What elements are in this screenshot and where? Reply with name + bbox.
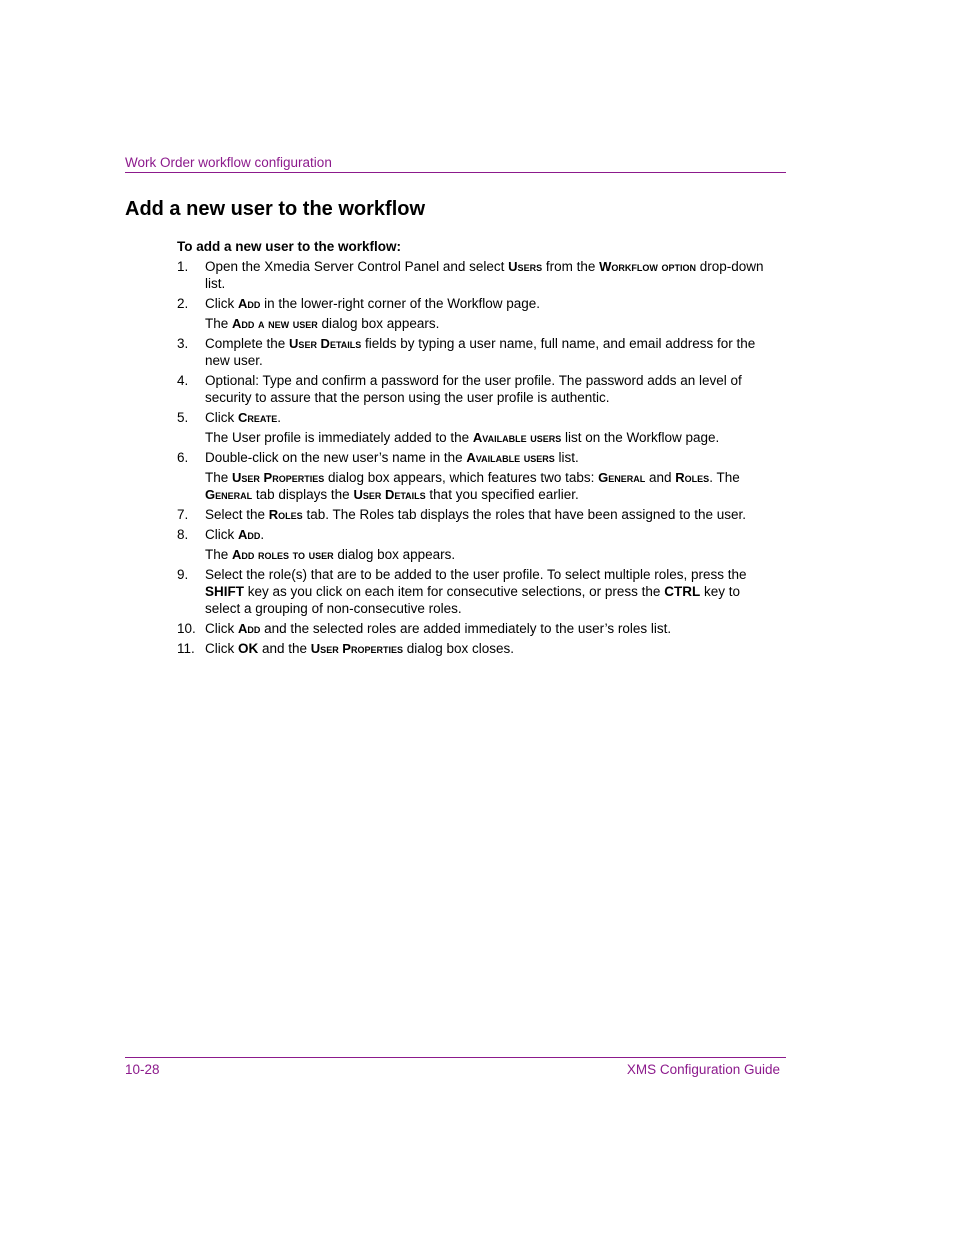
step-7 <box>177 506 777 523</box>
running-header: Work Order workflow configuration <box>125 154 786 173</box>
step-result: The User Properties dialog box appears, which features two tabs: General and Roles. The General tab displays the User Details that you specified earlier. <box>205 470 740 502</box>
step-result: The User profile is immediately added to the Available users list on the Workflow page. <box>205 430 720 445</box>
step-result: The Add a new user dialog box appears. <box>205 316 440 331</box>
step-text: Click OK and the User Properties dialog box closes. <box>205 641 515 656</box>
step-number: 8. <box>177 527 189 542</box>
steps-list <box>177 258 777 660</box>
step-5 <box>177 409 777 446</box>
step-number: 3. <box>177 336 189 351</box>
step-11 <box>177 640 777 657</box>
step-text: Complete the User Details fields by typing a user name, full name, and email address for the new user. <box>205 336 756 368</box>
step-3 <box>177 335 777 369</box>
procedure-heading: To add a new user to the workflow: <box>177 239 402 254</box>
step-text: Open the Xmedia Server Control Panel and select Users from the Workflow option drop-down list. <box>205 259 764 291</box>
step-1 <box>177 258 777 292</box>
step-number: 1. <box>177 259 189 274</box>
step-text: Click Add and the selected roles are added immediately to the user’s roles list. <box>205 621 672 636</box>
step-text: Select the Roles tab. The Roles tab displays the roles that have been assigned to the user. <box>205 507 746 522</box>
step-number: 7. <box>177 507 189 522</box>
step-9 <box>177 566 777 617</box>
step-number: 9. <box>177 567 189 582</box>
step-text: Optional: Type and confirm a password for the user profile. The password adds an level of security to assure that the person using the user profile is authentic. <box>205 373 742 405</box>
page-number: 10-28 <box>125 1062 160 1077</box>
step-8 <box>177 526 777 563</box>
step-text: Click Add. <box>205 527 265 542</box>
step-number: 4. <box>177 373 189 388</box>
step-number: 2. <box>177 296 189 311</box>
running-footer <box>125 1057 786 1077</box>
guide-title: XMS Configuration Guide <box>626 1062 780 1077</box>
step-4 <box>177 372 777 406</box>
step-number: 5. <box>177 410 189 425</box>
step-6 <box>177 449 777 503</box>
step-number: 11. <box>177 641 195 656</box>
step-text: Select the role(s) that are to be added to the user profile. To select multiple roles, press the SHIFT key as you click on each item for consecutive selections, or press the CTRL key to select a grouping of non-consecutive roles. <box>205 567 747 616</box>
step-number: 6. <box>177 450 189 465</box>
step-text: Click Add in the lower-right corner of the Workflow page. <box>205 296 541 311</box>
step-text: Double-click on the new user’s name in the Available users list. <box>205 450 579 465</box>
page-title: Add a new user to the workflow <box>125 198 426 220</box>
step-result: The Add roles to user dialog box appears. <box>205 547 456 562</box>
step-text: Click Create. <box>205 410 281 425</box>
step-10 <box>177 620 777 637</box>
step-number: 10. <box>177 621 196 636</box>
step-2 <box>177 295 777 332</box>
